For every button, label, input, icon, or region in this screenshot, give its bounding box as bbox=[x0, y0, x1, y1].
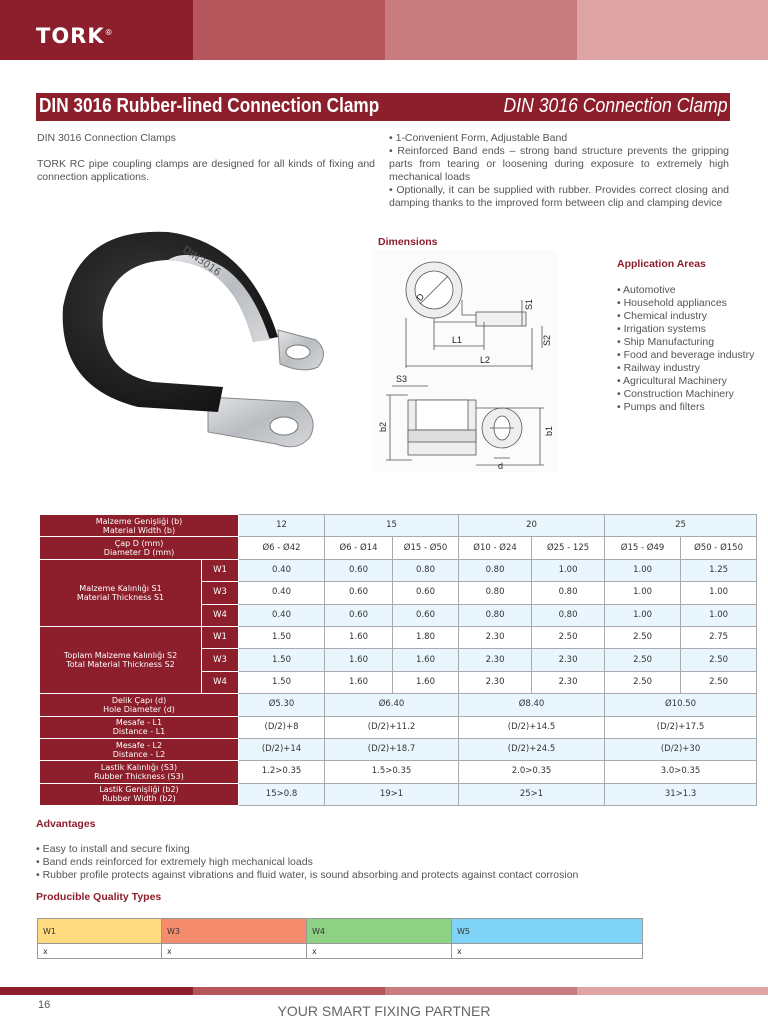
application-item: • Food and beverage industry bbox=[617, 349, 755, 361]
dim-label-s3: S3 bbox=[396, 374, 408, 384]
table-cell: (D/2)+14.5 bbox=[459, 716, 605, 738]
table-cell: 25>1 bbox=[459, 783, 605, 805]
row-label: Mesafe - L2 Distance - L2 bbox=[40, 738, 239, 760]
table-cell: (D/2)+14 bbox=[239, 738, 325, 760]
application-item: • Agricultural Machinery bbox=[617, 375, 727, 387]
table-cell: 2.50 bbox=[681, 649, 757, 671]
feature-item: • 1-Convenient Form, Adjustable Band bbox=[389, 132, 568, 144]
table-cell: 1.5>0.35 bbox=[325, 761, 459, 783]
advantages-heading: Advantages bbox=[36, 818, 96, 830]
dim-label-hole-d: d bbox=[498, 461, 504, 471]
table-cell: 2.30 bbox=[532, 649, 605, 671]
table-cell: 1.00 bbox=[605, 582, 681, 604]
table-cell: 2.50 bbox=[605, 649, 681, 671]
table-cell: 1.80 bbox=[393, 626, 459, 648]
application-item: • Chemical industry bbox=[617, 310, 708, 322]
application-item: • Household appliances bbox=[617, 297, 727, 309]
table-cell: 2.50 bbox=[532, 626, 605, 648]
table-cell: 1.00 bbox=[681, 604, 757, 626]
table-cell: Ø6.40 bbox=[325, 694, 459, 716]
table-cell: 0.80 bbox=[459, 604, 532, 626]
table-cell: 0.60 bbox=[393, 604, 459, 626]
table-row bbox=[40, 783, 757, 805]
table-cell: 1.2>0.35 bbox=[239, 761, 325, 783]
table-cell: 1.00 bbox=[532, 559, 605, 581]
table-cell: 1.60 bbox=[325, 671, 393, 693]
table-cell: Ø15 - Ø50 bbox=[393, 537, 459, 559]
table-row bbox=[40, 694, 757, 716]
advantages-list bbox=[36, 843, 578, 882]
table-cell: 2.75 bbox=[681, 626, 757, 648]
table-cell: 2.50 bbox=[681, 671, 757, 693]
application-item: • Ship Manufacturing bbox=[617, 336, 715, 348]
table-cell: Ø50 - Ø150 bbox=[681, 537, 757, 559]
table-cell: Ø6 - Ø42 bbox=[239, 537, 325, 559]
quality-header-w1: W1 bbox=[38, 919, 162, 944]
quality-header-w4: W4 bbox=[307, 919, 452, 944]
table-cell: Ø25 - 125 bbox=[532, 537, 605, 559]
table-cell: 1.00 bbox=[681, 582, 757, 604]
feature-list bbox=[389, 132, 729, 210]
table-cell: 1.60 bbox=[325, 626, 393, 648]
quality-label: W3 bbox=[202, 582, 239, 604]
dim-label-b2: b2 bbox=[378, 421, 388, 432]
quality-label: W4 bbox=[202, 604, 239, 626]
table-cell: 1.25 bbox=[681, 559, 757, 581]
quality-header-w3: W3 bbox=[162, 919, 307, 944]
table-cell: 0.80 bbox=[459, 559, 532, 581]
row-label: Toplam Malzeme Kalınlığı S2 Total Material Thickness S2 bbox=[40, 626, 202, 693]
table-cell: x bbox=[307, 944, 452, 959]
clamp-stamp: DIN3016 bbox=[180, 244, 223, 279]
table-cell: 0.80 bbox=[459, 582, 532, 604]
table-cell: 0.40 bbox=[239, 582, 325, 604]
header-band bbox=[0, 0, 768, 60]
table-cell: 2.30 bbox=[459, 626, 532, 648]
row-label: Mesafe - L1 Distance - L1 bbox=[40, 716, 239, 738]
table-cell: Ø10 - Ø24 bbox=[459, 537, 532, 559]
table-row bbox=[40, 761, 757, 783]
dim-label-s2: S2 bbox=[542, 334, 552, 346]
table-cell: 1.60 bbox=[325, 649, 393, 671]
row-label: Çap D (mm) Diameter D (mm) bbox=[40, 537, 239, 559]
table-cell: 15 bbox=[325, 515, 459, 537]
table-cell: 2.0>0.35 bbox=[459, 761, 605, 783]
table-cell: 0.60 bbox=[393, 582, 459, 604]
table-cell: 2.30 bbox=[532, 671, 605, 693]
row-label: Delik Çapı (d) Hole Diameter (d) bbox=[40, 694, 239, 716]
table-cell: 3.0>0.35 bbox=[605, 761, 757, 783]
row-label: Lastik Kalınlığı (S3) Rubber Thickness (S3) bbox=[40, 761, 239, 783]
page-title: DIN 3016 Rubber-lined Connection Clamp bbox=[39, 95, 380, 117]
tork-logo: TORK® bbox=[36, 24, 114, 48]
table-row bbox=[40, 738, 757, 760]
table-cell: 1.00 bbox=[605, 604, 681, 626]
table-cell: 15>0.8 bbox=[239, 783, 325, 805]
footer-band bbox=[0, 987, 768, 995]
table-cell: Ø10.50 bbox=[605, 694, 757, 716]
application-areas-list bbox=[617, 284, 754, 414]
table-cell: 1.50 bbox=[239, 671, 325, 693]
table-cell: x bbox=[162, 944, 307, 959]
table-cell: (D/2)+18.7 bbox=[325, 738, 459, 760]
table-cell: 31>1.3 bbox=[605, 783, 757, 805]
table-cell: 0.40 bbox=[239, 604, 325, 626]
application-areas-heading: Application Areas bbox=[617, 258, 706, 270]
feature-item: • Optionally, it can be supplied with rubber. Provides correct closing and damping thanks to the improved form between clip and clamping device bbox=[389, 184, 729, 209]
table-row bbox=[40, 537, 757, 559]
quality-label: W3 bbox=[202, 649, 239, 671]
table-cell: 25 bbox=[605, 515, 757, 537]
intro-body: TORK RC pipe coupling clamps are designed for all kinds of fixing and connection applications. bbox=[37, 158, 375, 183]
advantage-item: • Easy to install and secure fixing bbox=[36, 843, 190, 855]
table-cell: 2.30 bbox=[459, 671, 532, 693]
application-item: • Automotive bbox=[617, 284, 676, 296]
dim-label-l1: L1 bbox=[452, 335, 463, 345]
table-cell: x bbox=[38, 944, 162, 959]
feature-item: • Reinforced Band ends – strong band structure prevents the gripping parts from tearing or loosening during exposure to extremely high mechanical loads bbox=[389, 145, 729, 183]
dim-label-b1: b1 bbox=[544, 425, 554, 436]
table-row bbox=[40, 515, 757, 537]
quality-label: W1 bbox=[202, 559, 239, 581]
table-cell: 2.30 bbox=[459, 649, 532, 671]
application-item: • Pumps and filters bbox=[617, 401, 705, 413]
dimensions-drawing bbox=[372, 250, 557, 472]
table-cell: 0.60 bbox=[325, 582, 393, 604]
application-item: • Construction Machinery bbox=[617, 388, 734, 400]
table-row bbox=[40, 559, 757, 581]
page-number: 16 bbox=[38, 999, 51, 1011]
table-cell: 1.60 bbox=[393, 649, 459, 671]
table-cell: 20 bbox=[459, 515, 605, 537]
table-cell: 2.50 bbox=[605, 626, 681, 648]
table-cell: Ø8.40 bbox=[459, 694, 605, 716]
table-cell: (D/2)+11.2 bbox=[325, 716, 459, 738]
table-cell: 19>1 bbox=[325, 783, 459, 805]
table-cell: 0.80 bbox=[393, 559, 459, 581]
table-cell: Ø15 - Ø49 bbox=[605, 537, 681, 559]
table-row bbox=[38, 919, 643, 944]
application-item: • Irrigation systems bbox=[617, 323, 706, 335]
row-label: Malzeme Kalınlığı S1 Material Thickness S1 bbox=[40, 559, 202, 626]
footer-slogan: YOUR SMART FIXING PARTNER bbox=[277, 1003, 491, 1019]
table-cell: 0.80 bbox=[532, 582, 605, 604]
table-cell: x bbox=[452, 944, 643, 959]
dim-label-s1: S1 bbox=[524, 298, 534, 310]
table-cell: 0.80 bbox=[532, 604, 605, 626]
specification-table bbox=[39, 514, 757, 806]
row-label: Lastik Genişliği (b2) Rubber Width (b2) bbox=[40, 783, 239, 805]
page-subtitle: DIN 3016 Connection Clamp bbox=[503, 95, 728, 117]
quality-types-table bbox=[37, 918, 643, 959]
table-cell: Ø6 - Ø14 bbox=[325, 537, 393, 559]
table-cell: (D/2)+30 bbox=[605, 738, 757, 760]
table-row bbox=[40, 626, 757, 648]
table-row bbox=[40, 716, 757, 738]
table-cell: Ø5.30 bbox=[239, 694, 325, 716]
application-item: • Railway industry bbox=[617, 362, 701, 374]
table-cell: (D/2)+8 bbox=[239, 716, 325, 738]
clamp-product-image bbox=[48, 212, 333, 482]
table-cell: (D/2)+17.5 bbox=[605, 716, 757, 738]
table-cell: 0.60 bbox=[325, 604, 393, 626]
table-cell: 0.60 bbox=[325, 559, 393, 581]
intro-heading: DIN 3016 Connection Clamps bbox=[37, 132, 176, 144]
dim-label-l2: L2 bbox=[480, 355, 491, 365]
table-row bbox=[38, 944, 643, 959]
quality-header-w5: W5 bbox=[452, 919, 643, 944]
dimensions-heading: Dimensions bbox=[378, 236, 438, 248]
table-cell: 2.50 bbox=[605, 671, 681, 693]
quality-types-heading: Producible Quality Types bbox=[36, 891, 162, 903]
dim-label-d-diameter: D bbox=[414, 291, 427, 303]
quality-label: W1 bbox=[202, 626, 239, 648]
table-cell: 1.60 bbox=[393, 671, 459, 693]
table-cell: 1.00 bbox=[605, 559, 681, 581]
table-cell: 1.50 bbox=[239, 649, 325, 671]
table-cell: 1.50 bbox=[239, 626, 325, 648]
table-cell: (D/2)+24.5 bbox=[459, 738, 605, 760]
table-cell: 0.40 bbox=[239, 559, 325, 581]
advantage-item: • Rubber profile protects against vibrations and fluid water, is sound absorbing and protects against contact corrosion bbox=[36, 869, 579, 881]
advantage-item: • Band ends reinforced for extremely high mechanical loads bbox=[36, 856, 313, 868]
row-label: Malzeme Genişliği (b) Material Width (b) bbox=[40, 515, 239, 537]
table-cell: 12 bbox=[239, 515, 325, 537]
quality-label: W4 bbox=[202, 671, 239, 693]
